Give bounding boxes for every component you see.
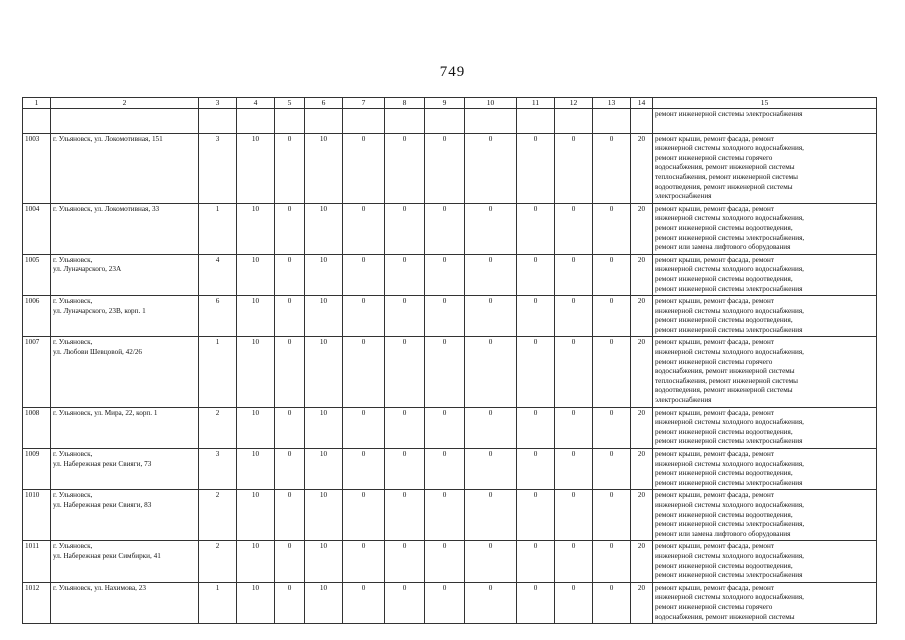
work-line: ремонт крыши, ремонт фасада, ремонт	[655, 297, 774, 306]
address-line: г. Ульяновск, ул. Локомотивная, 33	[53, 204, 160, 213]
work-line: ремонт крыши, ремонт фасада, ремонт	[655, 450, 774, 458]
column-header: 10	[465, 98, 517, 109]
value-cell: 10	[305, 541, 343, 582]
address-line: ул. Набережная реки Свияги, 83	[53, 500, 152, 509]
value-cell: 0	[275, 449, 305, 490]
work-list-cell	[653, 407, 877, 448]
value-cell: 0	[517, 582, 555, 623]
work-line: ремонт инженерной системы водоотведения,	[655, 427, 793, 436]
column-header: 4	[237, 98, 275, 109]
value-cell: 0	[385, 296, 425, 337]
value-cell: 0	[425, 254, 465, 295]
address-cell	[51, 449, 199, 490]
column-header: 14	[631, 98, 653, 109]
value-cell: 0	[517, 337, 555, 407]
value-cell: 20	[631, 541, 653, 582]
column-header: 5	[275, 98, 305, 109]
value-cell: 0	[593, 449, 631, 490]
value-cell: 0	[555, 337, 593, 407]
address-line: г. Ульяновск,	[53, 491, 93, 500]
address-cell	[51, 407, 199, 448]
address-line: ул. Луначарского, 23В, корп. 1	[53, 306, 146, 315]
work-line: ремонт или замена лифтового оборудования	[655, 243, 791, 252]
table-row	[23, 203, 877, 254]
value-cell: 0	[275, 133, 305, 203]
work-list-cell	[653, 254, 877, 295]
column-header: 1	[23, 98, 51, 109]
value-cell: 0	[385, 203, 425, 254]
work-line: ремонт инженерной системы электроснабжения	[655, 571, 803, 580]
work-line: ремонт инженерной системы электроснабжения,	[655, 233, 805, 242]
value-cell: 1	[199, 203, 237, 254]
value-cell: 0	[555, 407, 593, 448]
value-cell: 3	[199, 449, 237, 490]
table-row	[23, 541, 877, 582]
value-cell: 10	[305, 490, 343, 541]
value-cell: 0	[425, 337, 465, 407]
column-header: 12	[555, 98, 593, 109]
value-cell: 0	[465, 449, 517, 490]
row-number-cell: 1004	[23, 203, 51, 254]
value-cell: 0	[593, 541, 631, 582]
value-cell: 0	[517, 296, 555, 337]
value-cell: 0	[343, 337, 385, 407]
column-header: 3	[199, 98, 237, 109]
value-cell: 0	[517, 254, 555, 295]
work-line: ремонт или замена лифтового оборудования	[655, 529, 791, 538]
value-cell: 0	[465, 407, 517, 448]
value-cell: 0	[555, 133, 593, 203]
work-line: ремонт инженерной системы водоотведения,	[655, 510, 793, 519]
value-cell: 0	[555, 296, 593, 337]
work-line: ремонт инженерной системы электроснабжения	[655, 109, 803, 118]
address-line: ул. Луначарского, 23А	[53, 265, 122, 274]
work-list-cell	[653, 582, 877, 623]
work-line: ремонт инженерной системы электроснабжения	[655, 284, 803, 293]
address-line: ул. Набережная реки Симбирки, 41	[53, 551, 161, 560]
row-number-cell: 1003	[23, 133, 51, 203]
value-cell: 10	[237, 582, 275, 623]
value-cell: 0	[593, 582, 631, 623]
value-cell: 0	[517, 449, 555, 490]
address-cell	[51, 254, 199, 295]
value-cell: 0	[385, 582, 425, 623]
value-cell: 0	[465, 296, 517, 337]
value-cell: 0	[275, 296, 305, 337]
row-number-cell: 1011	[23, 541, 51, 582]
column-header: 13	[593, 98, 631, 109]
address-cell	[51, 133, 199, 203]
address-line: г. Ульяновск, ул. Локомотивная, 151	[53, 134, 163, 143]
value-cell: 20	[631, 203, 653, 254]
work-line: водоотведения, ремонт инженерной системы	[655, 182, 793, 191]
value-cell: 20	[631, 254, 653, 295]
work-line: инженерной системы холодного водоснабжения,	[655, 459, 804, 468]
table-row	[23, 490, 877, 541]
value-cell: 0	[555, 582, 593, 623]
work-line: инженерной системы холодного водоснабжения,	[655, 306, 804, 315]
value-cell: 0	[425, 490, 465, 541]
value-cell: 0	[465, 254, 517, 295]
value-cell: 0	[385, 133, 425, 203]
value-cell: 0	[465, 337, 517, 407]
value-cell: 0	[275, 337, 305, 407]
value-cell: 0	[425, 407, 465, 448]
value-cell: 20	[631, 449, 653, 490]
work-line: ремонт инженерной системы водоотведения,	[655, 316, 793, 325]
value-cell: 0	[275, 490, 305, 541]
work-line: ремонт инженерной системы горячего	[655, 602, 773, 611]
column-header: 2	[51, 98, 199, 109]
value-cell: 0	[517, 133, 555, 203]
table-row	[23, 254, 877, 295]
address-cell	[51, 296, 199, 337]
work-line: водоснабжения, ремонт инженерной системы	[655, 612, 795, 621]
address-line: ул. Любови Шевцовой, 42/26	[53, 348, 143, 357]
value-cell: 0	[517, 541, 555, 582]
work-line: теплоснабжения, ремонт инженерной системы	[655, 172, 799, 181]
work-list-cell	[653, 108, 877, 133]
work-line: инженерной системы холодного водоснабжения,	[655, 348, 804, 357]
work-line: инженерной системы холодного водоснабжения,	[655, 214, 804, 223]
value-cell: 10	[305, 254, 343, 295]
value-cell: 0	[555, 490, 593, 541]
value-cell: 0	[385, 449, 425, 490]
value-cell: 0	[517, 490, 555, 541]
value-cell: 0	[425, 296, 465, 337]
value-cell: 1	[199, 337, 237, 407]
address-line: ул. Набережная реки Свияги, 73	[53, 459, 152, 468]
value-cell: 0	[275, 254, 305, 295]
work-line: ремонт крыши, ремонт фасада, ремонт	[655, 204, 774, 213]
repair-register-table	[22, 97, 877, 624]
value-cell: 10	[237, 449, 275, 490]
value-cell: 0	[343, 541, 385, 582]
value-cell: 0	[593, 254, 631, 295]
work-line: ремонт крыши, ремонт фасада, ремонт	[655, 338, 774, 347]
value-cell: 10	[237, 541, 275, 582]
value-cell: 0	[517, 407, 555, 448]
work-line: инженерной системы холодного водоснабжения,	[655, 593, 804, 602]
value-cell: 10	[305, 337, 343, 407]
value-cell: 0	[425, 133, 465, 203]
work-line: электроснабжения	[655, 396, 712, 405]
value-cell: 2	[199, 541, 237, 582]
value-cell: 4	[199, 254, 237, 295]
value-cell: 20	[631, 133, 653, 203]
value-cell: 0	[343, 254, 385, 295]
value-cell: 0	[593, 133, 631, 203]
value-cell: 0	[593, 490, 631, 541]
row-number-cell: 1006	[23, 296, 51, 337]
work-line: ремонт инженерной системы электроснабжения	[655, 478, 803, 487]
value-cell: 0	[517, 203, 555, 254]
work-line: ремонт крыши, ремонт фасада, ремонт	[655, 134, 774, 143]
value-cell: 0	[385, 407, 425, 448]
value-cell: 0	[425, 582, 465, 623]
value-cell: 0	[555, 541, 593, 582]
row-number-cell: 1010	[23, 490, 51, 541]
work-list-cell	[653, 541, 877, 582]
column-number-row	[23, 98, 877, 109]
column-header: 9	[425, 98, 465, 109]
work-line: ремонт крыши, ремонт фасада, ремонт	[655, 408, 774, 417]
table-row	[23, 337, 877, 407]
value-cell: 0	[555, 203, 593, 254]
table-row	[23, 133, 877, 203]
work-line: ремонт инженерной системы горячего	[655, 357, 773, 366]
column-header: 15	[653, 98, 877, 109]
value-cell: 10	[305, 582, 343, 623]
work-line: ремонт инженерной системы электроснабжения,	[655, 520, 805, 529]
value-cell: 20	[631, 490, 653, 541]
value-cell: 0	[555, 449, 593, 490]
work-line: инженерной системы холодного водоснабжения,	[655, 551, 804, 560]
work-line: инженерной системы холодного водоснабжения,	[655, 265, 804, 274]
value-cell: 0	[593, 203, 631, 254]
value-cell: 20	[631, 337, 653, 407]
address-cell	[51, 337, 199, 407]
row-number-cell: 1008	[23, 407, 51, 448]
value-cell: 10	[305, 449, 343, 490]
value-cell: 10	[237, 490, 275, 541]
work-line: электроснабжения	[655, 192, 712, 201]
work-line: теплоснабжения, ремонт инженерной системы	[655, 376, 799, 385]
value-cell: 10	[237, 254, 275, 295]
column-header: 6	[305, 98, 343, 109]
value-cell: 0	[275, 203, 305, 254]
value-cell: 0	[385, 490, 425, 541]
value-cell: 1	[199, 582, 237, 623]
work-line: ремонт инженерной системы водоотведения,	[655, 561, 793, 570]
row-number-cell: 1005	[23, 254, 51, 295]
value-cell: 0	[343, 133, 385, 203]
work-line: ремонт инженерной системы электроснабжения	[655, 437, 803, 446]
column-header: 8	[385, 98, 425, 109]
value-cell: 10	[305, 133, 343, 203]
work-line: водоснабжения, ремонт инженерной системы	[655, 163, 795, 172]
value-cell: 2	[199, 490, 237, 541]
work-list-cell	[653, 296, 877, 337]
table-row	[23, 449, 877, 490]
work-line: ремонт крыши, ремонт фасада, ремонт	[655, 255, 774, 264]
address-cell	[51, 541, 199, 582]
work-line: водоснабжения, ремонт инженерной системы	[655, 367, 795, 376]
row-number-cell: 1007	[23, 337, 51, 407]
work-line: инженерной системы холодного водоснабжения,	[655, 144, 804, 153]
work-list-cell	[653, 449, 877, 490]
value-cell: 0	[465, 203, 517, 254]
row-number-cell: 1009	[23, 449, 51, 490]
value-cell: 0	[343, 582, 385, 623]
table-row	[23, 296, 877, 337]
work-line: инженерной системы холодного водоснабжения,	[655, 500, 804, 509]
table-row	[23, 582, 877, 623]
work-line: ремонт инженерной системы водоотведения,	[655, 469, 793, 478]
work-line: ремонт инженерной системы электроснабжения	[655, 325, 803, 334]
value-cell: 0	[275, 582, 305, 623]
address-cell	[51, 582, 199, 623]
value-cell: 20	[631, 407, 653, 448]
value-cell: 10	[305, 296, 343, 337]
address-cell	[51, 490, 199, 541]
value-cell: 2	[199, 407, 237, 448]
address-line: г. Ульяновск, ул. Нахимова, 23	[53, 583, 146, 592]
value-cell: 0	[425, 203, 465, 254]
work-line: инженерной системы холодного водоснабжения,	[655, 418, 804, 427]
value-cell: 10	[237, 203, 275, 254]
work-line: ремонт крыши, ремонт фасада, ремонт	[655, 583, 774, 592]
value-cell: 0	[465, 490, 517, 541]
address-line: г. Ульяновск,	[53, 450, 93, 458]
address-line: г. Ульяновск,	[53, 338, 93, 347]
work-list-cell	[653, 133, 877, 203]
value-cell: 10	[237, 407, 275, 448]
work-line: ремонт инженерной системы водоотведения,	[655, 223, 793, 232]
value-cell: 10	[305, 203, 343, 254]
row-number-cell: 1012	[23, 582, 51, 623]
work-list-cell	[653, 490, 877, 541]
continuation-row	[23, 108, 877, 133]
value-cell: 0	[593, 337, 631, 407]
value-cell: 0	[555, 254, 593, 295]
value-cell: 0	[425, 541, 465, 582]
value-cell: 0	[465, 541, 517, 582]
value-cell: 0	[343, 407, 385, 448]
value-cell: 0	[385, 254, 425, 295]
value-cell: 0	[275, 407, 305, 448]
value-cell: 20	[631, 582, 653, 623]
value-cell: 10	[305, 407, 343, 448]
value-cell: 10	[237, 133, 275, 203]
value-cell: 0	[425, 449, 465, 490]
work-line: ремонт крыши, ремонт фасада, ремонт	[655, 542, 774, 551]
value-cell: 0	[343, 449, 385, 490]
address-line: г. Ульяновск,	[53, 297, 93, 306]
table-row	[23, 407, 877, 448]
value-cell: 10	[237, 337, 275, 407]
value-cell: 0	[275, 541, 305, 582]
value-cell: 20	[631, 296, 653, 337]
work-line: ремонт инженерной системы водоотведения,	[655, 274, 793, 283]
value-cell: 10	[237, 296, 275, 337]
address-line: г. Ульяновск, ул. Мира, 22, корп. 1	[53, 408, 158, 417]
value-cell: 0	[343, 296, 385, 337]
value-cell: 0	[465, 582, 517, 623]
work-line: ремонт крыши, ремонт фасада, ремонт	[655, 491, 774, 500]
value-cell: 0	[385, 337, 425, 407]
value-cell: 0	[343, 203, 385, 254]
value-cell: 6	[199, 296, 237, 337]
value-cell: 0	[593, 407, 631, 448]
work-line: водоотведения, ремонт инженерной системы	[655, 386, 793, 395]
work-line: ремонт инженерной системы горячего	[655, 153, 773, 162]
value-cell: 0	[385, 541, 425, 582]
address-cell	[51, 203, 199, 254]
work-list-cell	[653, 337, 877, 407]
address-line: г. Ульяновск,	[53, 542, 93, 551]
page-number: 749	[439, 64, 466, 80]
value-cell: 0	[593, 296, 631, 337]
column-header: 7	[343, 98, 385, 109]
column-header: 11	[517, 98, 555, 109]
work-list-cell	[653, 203, 877, 254]
value-cell: 0	[465, 133, 517, 203]
value-cell: 0	[343, 490, 385, 541]
value-cell: 3	[199, 133, 237, 203]
address-line: г. Ульяновск,	[53, 255, 93, 264]
